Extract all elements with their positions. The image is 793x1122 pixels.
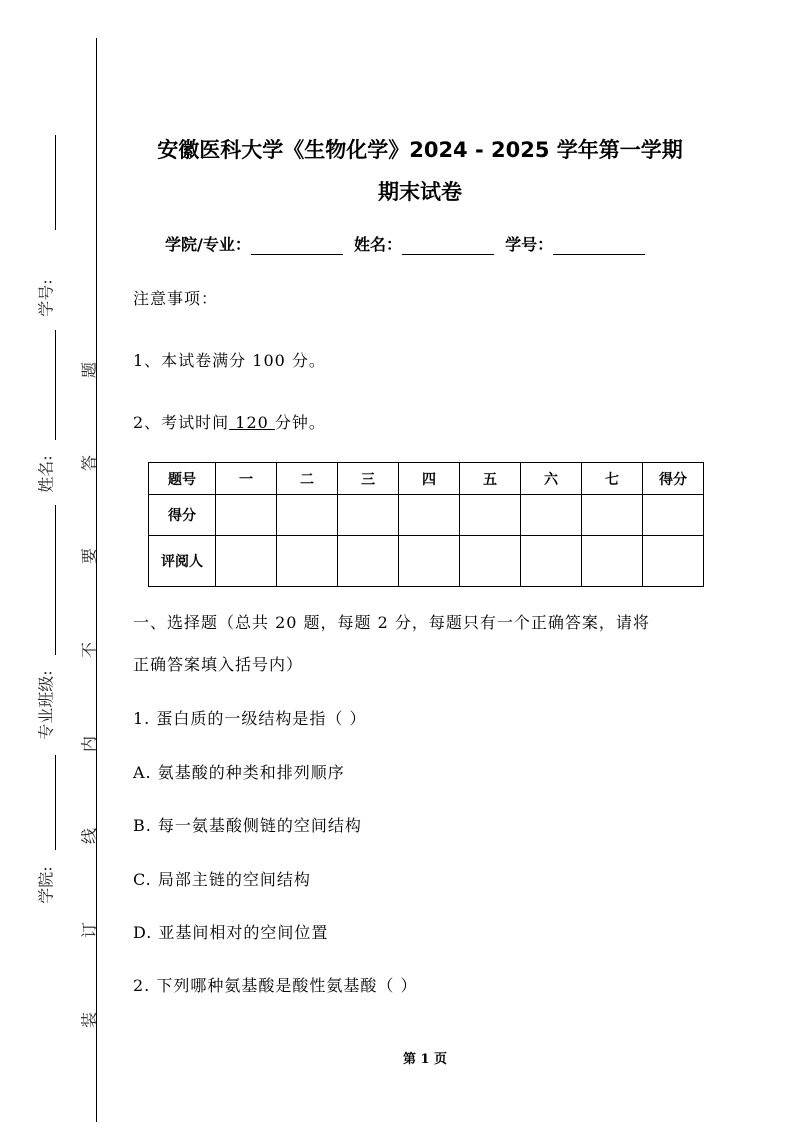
option-d: D. 亚基间相对的空间位置 (133, 923, 329, 942)
page-title: 安徽医科大学《生物化学》2024 - 2025 学年第一学期 (157, 138, 683, 162)
exam-duration: 120 (229, 413, 275, 432)
margin-line (55, 755, 56, 850)
option-a: A. 氨基酸的种类和排列顺序 (133, 763, 345, 782)
table-header: 题号 (149, 463, 216, 495)
score-cell (460, 495, 521, 536)
margin-warning-char: 订 (79, 921, 99, 939)
margin-warning-char: 线 (79, 827, 99, 845)
score-cell (399, 495, 460, 536)
table-header: 六 (521, 463, 582, 495)
margin-warning-char: 不 (79, 641, 99, 659)
margin-class: 专业班级: (36, 670, 56, 740)
name-label: 姓名： (354, 235, 403, 254)
note-1: 1、本试卷满分 100 分。 (133, 351, 326, 370)
table-header: 四 (399, 463, 460, 495)
section-1-heading: 一、选择题（总共 20 题，每题 2 分，每题只有一个正确答案，请将 (133, 613, 650, 632)
id-label: 学号： (505, 235, 554, 254)
margin-college: 学院: (36, 866, 56, 904)
question-1: 1. 蛋白质的一级结构是指（ ） (133, 709, 367, 728)
college-label: 学院/专业： (165, 235, 251, 254)
margin-student-id: 学号: (36, 279, 56, 317)
info-line (165, 232, 645, 255)
table-header: 得分 (643, 463, 704, 495)
table-header: 二 (277, 463, 338, 495)
score-cell (643, 495, 704, 536)
grader-cell (460, 536, 521, 587)
table-header: 一 (216, 463, 277, 495)
margin-name: 姓名: (36, 455, 56, 493)
row-label-score: 得分 (149, 495, 216, 536)
option-b: B. 每一氨基酸侧链的空间结构 (133, 816, 362, 835)
note-2-unit: 分钟。 (274, 413, 326, 432)
grader-cell (277, 536, 338, 587)
grader-cell (216, 536, 277, 587)
score-cell (216, 495, 277, 536)
name-field[interactable] (402, 238, 494, 255)
college-field[interactable] (251, 238, 343, 255)
section-1-heading-cont: 正确答案填入括号内） (133, 655, 304, 674)
margin-warning-char: 题 (79, 361, 99, 379)
note-2-text: 2、考试时间 (133, 413, 230, 432)
margin-warning-char: 要 (79, 547, 99, 565)
margin-warning-char: 内 (79, 735, 99, 753)
note-2 (133, 410, 326, 433)
score-cell (521, 495, 582, 536)
score-cell (582, 495, 643, 536)
page-number: 第 1 页 (402, 1052, 448, 1067)
question-2: 2. 下列哪种氨基酸是酸性氨基酸（ ） (133, 976, 418, 995)
margin-line (55, 505, 56, 655)
grader-cell (521, 536, 582, 587)
table-header: 七 (582, 463, 643, 495)
row-label-grader: 评阅人 (149, 536, 216, 587)
score-table (148, 462, 704, 587)
grader-cell (399, 536, 460, 587)
margin-warning-char: 答 (79, 454, 99, 472)
page-subtitle: 期末试卷 (378, 180, 462, 204)
id-field[interactable] (553, 238, 645, 255)
margin-line (55, 330, 56, 440)
option-c: C. 局部主链的空间结构 (133, 870, 311, 889)
notes-heading: 注意事项： (133, 289, 219, 308)
margin-warning-char: 装 (79, 1011, 99, 1029)
score-cell (338, 495, 399, 536)
grader-cell (643, 536, 704, 587)
grader-cell (582, 536, 643, 587)
table-header: 五 (460, 463, 521, 495)
table-header: 三 (338, 463, 399, 495)
grader-cell (338, 536, 399, 587)
score-cell (277, 495, 338, 536)
